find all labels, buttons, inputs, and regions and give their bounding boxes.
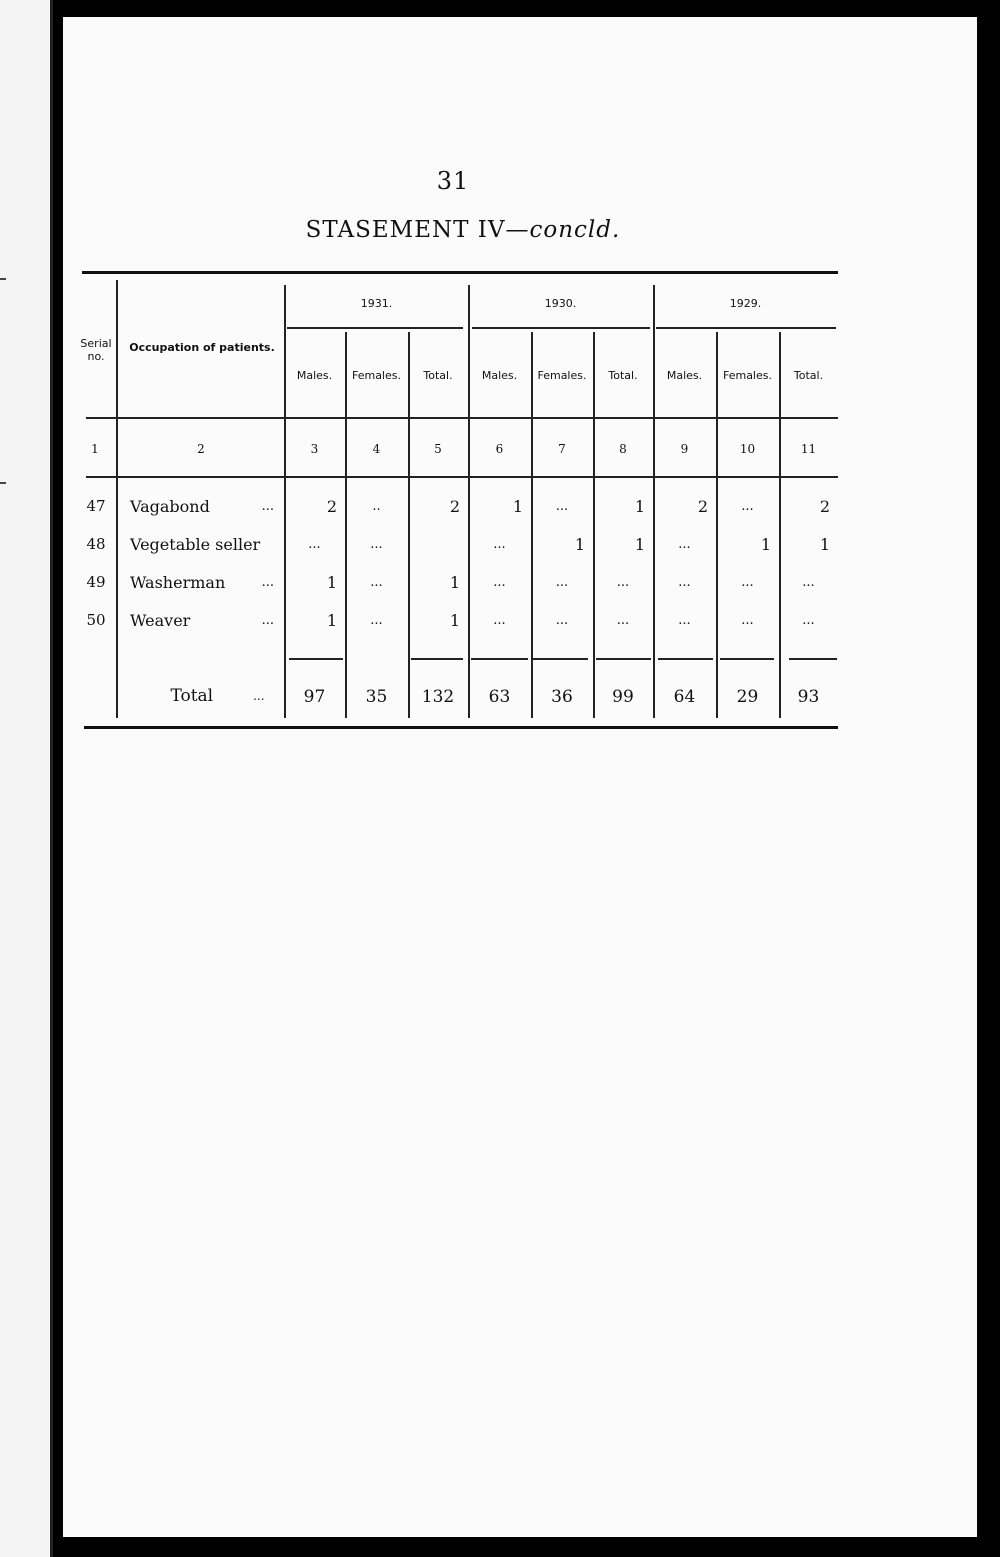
table-cell: ... xyxy=(616,574,630,590)
table-cell xyxy=(408,531,468,557)
total-separator xyxy=(720,658,774,660)
title-suffix: concld. xyxy=(529,217,621,243)
table-cell: 2 xyxy=(449,496,460,516)
document-page xyxy=(63,17,977,1537)
total-separator xyxy=(289,658,343,660)
total-cell: 132 xyxy=(421,687,455,707)
table-cell: 1 xyxy=(326,610,337,630)
sub-header: Males. xyxy=(481,368,518,382)
table-cell: ... xyxy=(741,574,754,590)
table-cell: 1 xyxy=(512,496,523,516)
table-cell: ... xyxy=(493,574,506,590)
table-cell: ... xyxy=(555,612,569,628)
table-cell: 1 xyxy=(326,572,337,592)
column-number: 4 xyxy=(372,442,381,456)
facing-page-mark xyxy=(0,482,6,484)
header-bottom-rule xyxy=(86,417,838,419)
page-title xyxy=(63,217,863,243)
table-cell: ... xyxy=(555,574,569,590)
occupation-name xyxy=(130,493,274,519)
table-cell: ... xyxy=(802,612,815,628)
occupation-name xyxy=(130,569,274,595)
total-separator xyxy=(533,658,588,660)
year-rule-1930 xyxy=(472,327,650,329)
table-cell: .. xyxy=(372,498,381,514)
table-cell: ... xyxy=(370,536,383,552)
table-bottom-rule xyxy=(84,726,838,729)
sub-header: Females. xyxy=(722,368,772,382)
column-number: 7 xyxy=(558,442,566,456)
table-cell: ... xyxy=(493,536,506,552)
occupation-text: Vagabond xyxy=(130,496,210,516)
col-divider xyxy=(531,332,533,718)
column-number: 5 xyxy=(434,442,442,456)
serial-number: 49 xyxy=(86,573,106,591)
total-cell: 35 xyxy=(365,687,388,707)
column-number: 3 xyxy=(310,442,319,456)
column-number: 8 xyxy=(619,442,627,456)
serial-number: 50 xyxy=(86,611,106,629)
table-cell: 1 xyxy=(449,572,460,592)
table-top-rule xyxy=(82,271,838,274)
page-number: 31 xyxy=(436,167,470,195)
leader-dots: ... xyxy=(261,498,274,514)
column-number: 11 xyxy=(800,442,817,456)
year-rule-1929 xyxy=(656,327,836,329)
total-cell: 63 xyxy=(488,687,511,707)
table-cell: 1 xyxy=(819,534,830,554)
col-divider xyxy=(593,332,595,718)
column-number: 9 xyxy=(680,442,689,456)
col-divider xyxy=(408,332,410,718)
col-divider xyxy=(779,332,781,718)
year-header: 1929. xyxy=(729,296,762,310)
occupation-text: Weaver xyxy=(130,610,191,630)
leader-dots: ... xyxy=(261,574,274,590)
facing-page-mark xyxy=(0,278,6,280)
total-separator xyxy=(596,658,651,660)
total-separator xyxy=(658,658,713,660)
facing-page-edge xyxy=(0,0,53,1557)
total-cell: 99 xyxy=(612,687,634,707)
table-cell: ... xyxy=(802,574,815,590)
sub-header: Males. xyxy=(666,368,703,382)
table-cell: ... xyxy=(370,574,383,590)
sub-header: Total. xyxy=(423,368,453,382)
total-cell: 64 xyxy=(673,687,696,707)
leader-dots: ... xyxy=(261,612,274,628)
table-cell: 1 xyxy=(634,496,645,516)
table-cell: 1 xyxy=(760,534,771,554)
year-header: 1931. xyxy=(360,296,393,310)
sub-header: Females. xyxy=(537,368,587,382)
total-cell: 93 xyxy=(797,687,820,707)
total-cell: 29 xyxy=(736,687,759,707)
total-cell: 97 xyxy=(303,687,326,707)
table-cell: ... xyxy=(741,612,754,628)
serial-header-line1: Serial xyxy=(80,337,112,350)
table-cell: ... xyxy=(678,574,691,590)
table-cell: ... xyxy=(678,612,691,628)
serial-header xyxy=(75,330,117,370)
occupation-text: Vegetable seller xyxy=(130,534,261,554)
table-cell: 2 xyxy=(697,496,708,516)
title-main: STASEMENT IV— xyxy=(305,217,530,243)
table-cell: ... xyxy=(678,536,691,552)
table-cell: ... xyxy=(555,498,569,514)
column-number: 1 xyxy=(91,442,99,456)
total-separator xyxy=(789,658,837,660)
total-separator xyxy=(471,658,528,660)
table-cell: 1 xyxy=(449,610,460,630)
table-cell: 1 xyxy=(574,534,585,554)
total-label xyxy=(160,683,275,709)
sub-header: Total. xyxy=(608,368,638,382)
year-rule-1931 xyxy=(287,327,463,329)
table-cell: ... xyxy=(741,498,754,514)
table-cell: ... xyxy=(370,612,383,628)
total-text: Total xyxy=(170,686,214,706)
column-number: 10 xyxy=(739,442,756,456)
sub-header: Females. xyxy=(351,368,401,382)
total-separator xyxy=(411,658,463,660)
total-cell: 36 xyxy=(551,687,573,707)
occupation-text: Washerman xyxy=(130,572,226,592)
sub-header: Total. xyxy=(793,368,824,382)
table-cell: 2 xyxy=(819,496,830,516)
col-divider xyxy=(345,332,347,718)
occupation-name xyxy=(130,607,274,633)
table-cell: ... xyxy=(493,612,506,628)
table-cell: 2 xyxy=(326,496,337,516)
leader-dots: ... xyxy=(253,689,265,703)
colnum-bottom-rule xyxy=(86,476,838,478)
year-header: 1930. xyxy=(544,296,577,310)
serial-number: 47 xyxy=(86,497,106,515)
col-divider xyxy=(716,332,718,718)
table-cell: 1 xyxy=(634,534,645,554)
serial-number: 48 xyxy=(86,535,106,553)
column-number: 2 xyxy=(197,442,205,456)
occupation-name xyxy=(130,531,274,557)
serial-header-line2: no. xyxy=(87,350,105,363)
occupation-header: Occupation of patients. xyxy=(129,340,275,354)
sub-header: Males. xyxy=(296,368,333,382)
table-cell: ... xyxy=(308,536,321,552)
column-number: 6 xyxy=(495,442,504,456)
table-cell: ... xyxy=(616,612,630,628)
